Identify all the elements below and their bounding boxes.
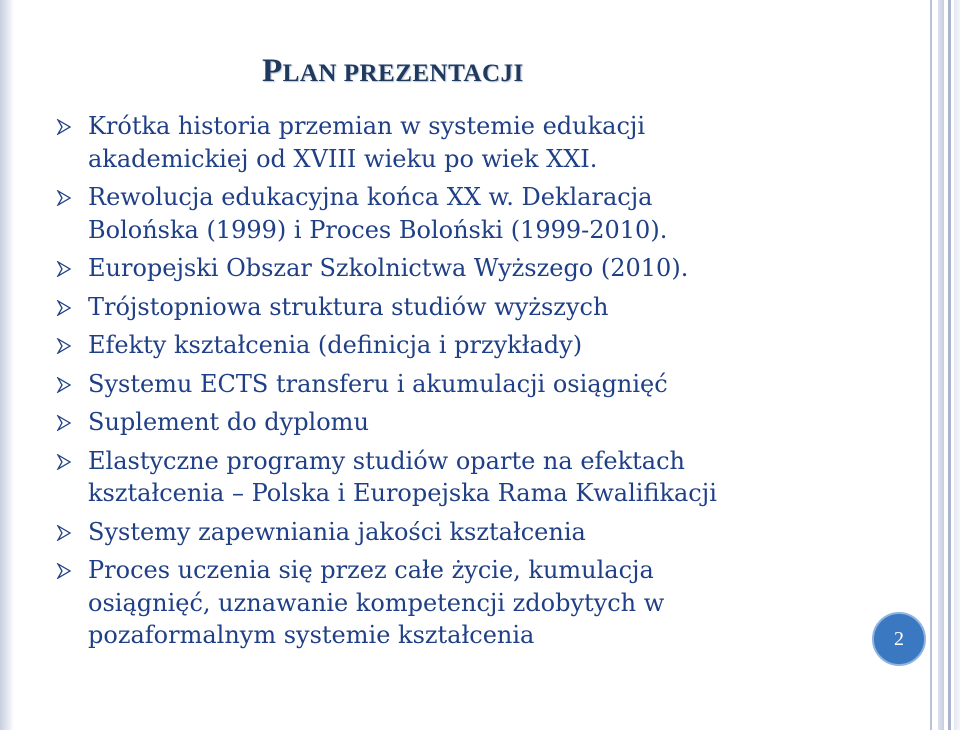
bullet-item xyxy=(56,110,856,175)
bullet-text-line: Systemu ECTS transferu i akumulacji osiągnięć xyxy=(88,369,668,398)
arrowhead-bullet-icon xyxy=(56,454,72,470)
bullet-item xyxy=(56,445,856,510)
bullet-text-line: Europejski Obszar Szkolnictwa Wyższego (2010). xyxy=(88,254,689,282)
bullet-item xyxy=(56,516,856,549)
right-decorative-frame xyxy=(930,0,960,730)
arrowhead-bullet-icon xyxy=(56,415,72,431)
arrowhead-bullet-icon xyxy=(56,300,72,316)
bullet-item xyxy=(56,252,856,285)
page-number: 2 xyxy=(894,627,904,650)
page-number-badge xyxy=(872,612,926,666)
bullet-text-line: Rewolucja edukacyjna końca XX w. Deklaracja xyxy=(88,183,653,211)
bullet-text-line: osiągnięć, uznawanie kompetencji zdobytych w xyxy=(88,588,665,617)
bullet-text-line: Systemy zapewniania jakości kształcenia xyxy=(88,517,586,546)
bullet-item xyxy=(56,554,856,652)
arrowhead-bullet-icon xyxy=(56,261,72,277)
slide-title xyxy=(262,52,524,90)
bullet-text-line: Suplement do dyplomu xyxy=(88,408,369,436)
bullet-text-line: akademickiej od XVIII wieku po wiek XXI. xyxy=(88,144,598,173)
bullet-text-line: Elastyczne programy studiów oparte na efektach xyxy=(88,446,685,475)
arrowhead-bullet-icon xyxy=(56,338,72,354)
bullet-text-line: Krótka historia przemian w systemie edukacji xyxy=(88,112,646,140)
bullet-text-line: Trójstopniowa struktura studiów wyższych xyxy=(88,292,609,321)
bullet-text-line: Bolońska (1999) i Proces Boloński (1999-2010). xyxy=(88,215,668,244)
bullet-text-line: Proces uczenia się przez całe życie, kumulacja xyxy=(88,556,654,584)
left-decorative-strip xyxy=(0,0,14,730)
bullet-item xyxy=(56,291,856,324)
bullet-item xyxy=(56,368,856,401)
bullet-list xyxy=(56,110,856,658)
arrowhead-bullet-icon xyxy=(56,119,72,135)
bullet-item xyxy=(56,329,856,362)
bullet-text-line: Efekty kształcenia (definicja i przykłady) xyxy=(88,331,583,359)
bullet-text-line: pozaformalnym systemie kształcenia xyxy=(88,621,535,649)
bullet-item xyxy=(56,406,856,439)
bullet-item xyxy=(56,181,856,246)
arrowhead-bullet-icon xyxy=(56,190,72,206)
slide-title-rest: LAN PREZENTACJI xyxy=(282,60,524,87)
arrowhead-bullet-icon xyxy=(56,377,72,393)
bullet-text-line: kształcenia – Polska i Europejska Rama Kwalifikacji xyxy=(88,479,717,507)
arrowhead-bullet-icon xyxy=(56,525,72,541)
slide-title-initial: P xyxy=(262,53,283,89)
arrowhead-bullet-icon xyxy=(56,563,72,579)
